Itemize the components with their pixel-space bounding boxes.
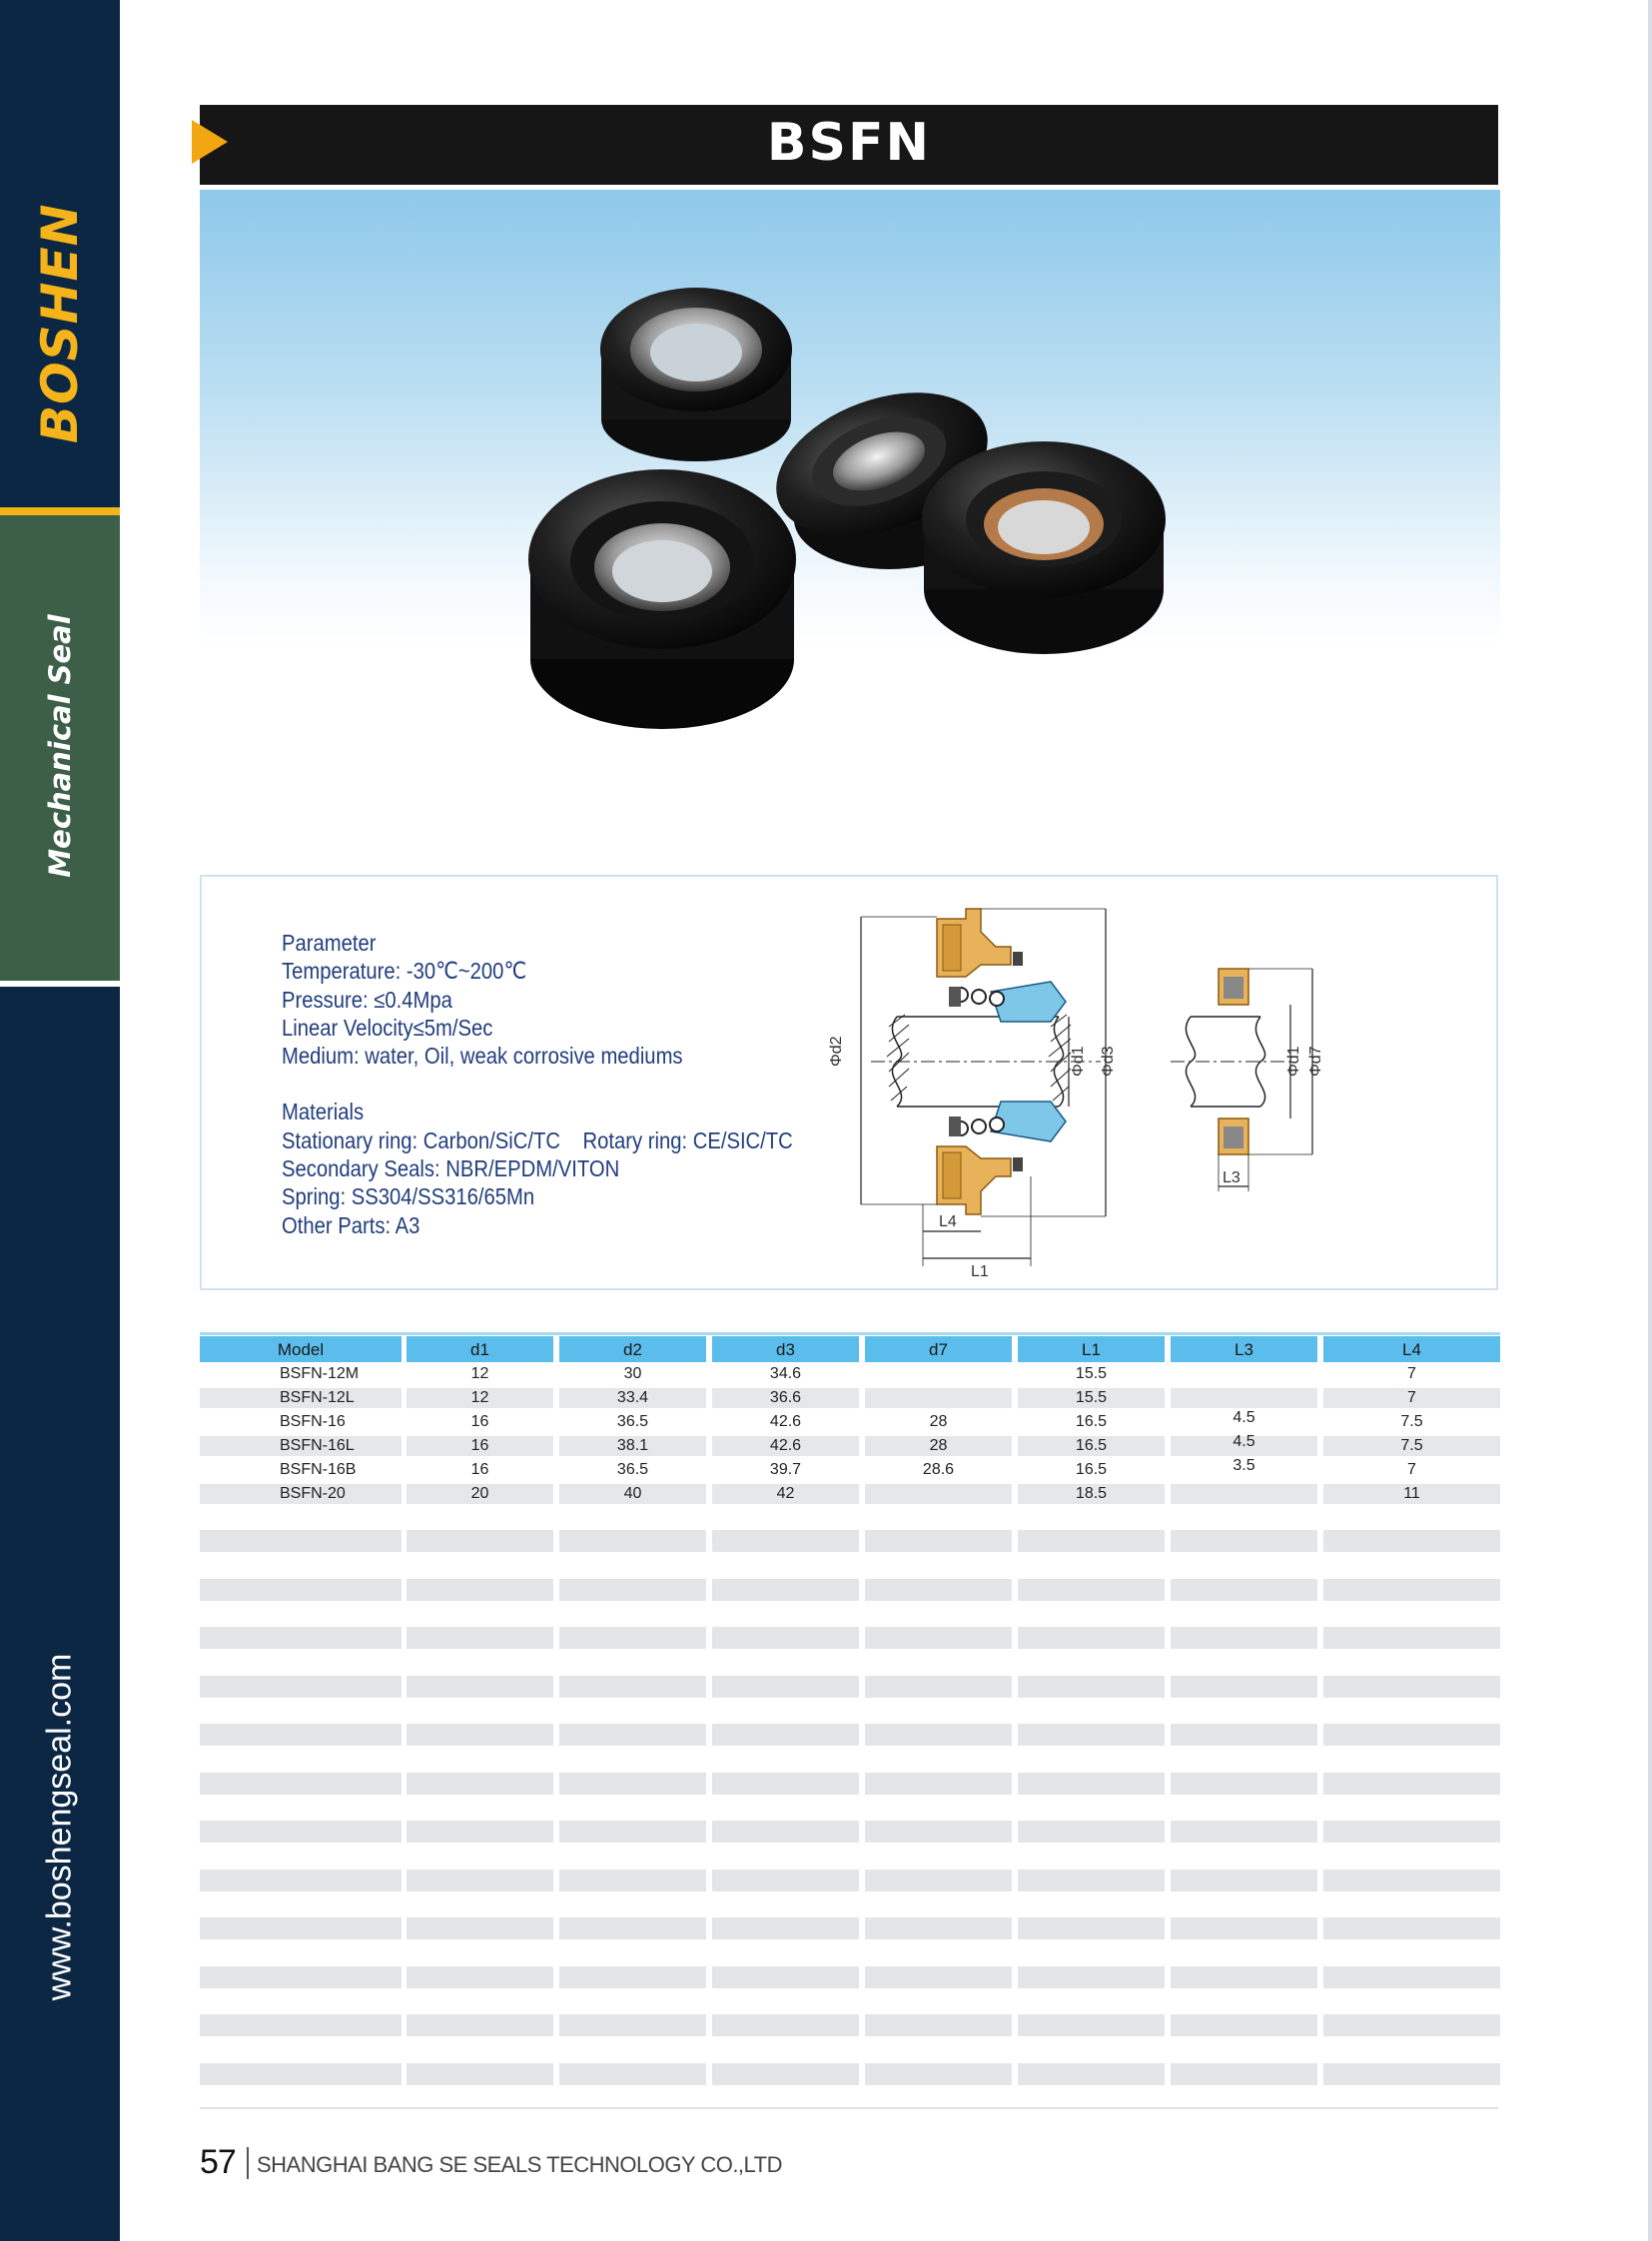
empty-table-row (200, 1724, 1500, 1746)
empty-cell (1018, 1724, 1165, 1746)
empty-cell (407, 2063, 553, 2085)
empty-cell (1323, 2014, 1500, 2036)
empty-cell (865, 1917, 1012, 1939)
empty-cell (559, 1773, 706, 1795)
empty-cell (712, 2063, 859, 2085)
empty-table-row (200, 1869, 1500, 1891)
empty-cell (407, 1724, 553, 1746)
empty-cell (200, 2014, 402, 2036)
arrow-icon (192, 120, 228, 164)
empty-cell (200, 1917, 402, 1939)
empty-cell (407, 1821, 553, 1843)
empty-cell (1018, 1917, 1165, 1939)
empty-cell (1323, 2063, 1500, 2085)
company-name: SHANGHAI BANG SE SEALS TECHNOLOGY CO.,LTD (257, 2152, 782, 2177)
table-cell (865, 1388, 1012, 1408)
brand-logo-text: BOSHEN (31, 203, 89, 443)
table-row (200, 1433, 1500, 1456)
cross-section-drawing (828, 887, 1490, 1280)
table-row (200, 1484, 1500, 1504)
table-cell (1171, 1360, 1317, 1380)
empty-cell (407, 1966, 553, 1988)
table-cell: 16.5 (1075, 1437, 1108, 1454)
spec-box (200, 875, 1498, 1290)
empty-cell (200, 1821, 402, 1843)
empty-cell (407, 1773, 553, 1795)
section-label: Mechanical Seal (43, 614, 77, 878)
table-cell: 16 (470, 1413, 489, 1430)
table-cell: 18.5 (1075, 1485, 1108, 1502)
table-cell: 34.6 (769, 1365, 802, 1382)
empty-cell (1171, 1773, 1317, 1795)
other-parts-material: Other Parts: A3 (282, 1211, 420, 1238)
table-header-cell: d3 (712, 1336, 859, 1362)
empty-cell (712, 1966, 859, 1988)
empty-cell (1018, 1821, 1165, 1843)
empty-cell (1018, 1627, 1165, 1649)
empty-cell (1171, 2014, 1317, 2036)
empty-cell (1323, 1676, 1500, 1698)
table-cell: 16 (470, 1437, 489, 1454)
empty-cell (1018, 1773, 1165, 1795)
empty-table-row (200, 1821, 1500, 1843)
table-cell: BSFN-16 (280, 1413, 346, 1430)
empty-cell (559, 1966, 706, 1988)
seal-4 (528, 469, 796, 729)
empty-cell (1018, 2014, 1165, 2036)
table-row (200, 1409, 1500, 1432)
label-L4: L4 (939, 1213, 957, 1230)
table-cell: 20 (470, 1485, 489, 1502)
table-row (200, 1364, 1500, 1384)
product-title: BSFN (766, 113, 932, 173)
page-number: 57 (200, 2143, 236, 2181)
velocity-value: Linear Velocity≤5m/Sec (282, 1014, 493, 1041)
empty-cell (200, 1869, 402, 1891)
table-cell: 12 (470, 1389, 489, 1406)
empty-cell (712, 1530, 859, 1552)
table-cell: 7.5 (1400, 1437, 1423, 1454)
label-L3: L3 (1223, 1169, 1240, 1186)
table-cell: 42.6 (769, 1413, 802, 1430)
empty-cell (865, 1724, 1012, 1746)
upper-seal-section (937, 909, 1066, 1022)
empty-cell (865, 1773, 1012, 1795)
product-photo (200, 190, 1500, 649)
empty-cell (559, 1724, 706, 1746)
empty-cell (559, 1627, 706, 1649)
table-cell: 15.5 (1075, 1365, 1108, 1382)
empty-cell (712, 1724, 859, 1746)
table-cell: BSFN-12M (280, 1365, 360, 1382)
empty-cell (1323, 1773, 1500, 1795)
temperature-value: Temperature: -30℃~200℃ (282, 958, 527, 985)
label-d3: Φd3 (1100, 1046, 1117, 1077)
spring-material: Spring: SS304/SS316/65Mn (282, 1183, 535, 1210)
empty-cell (865, 2063, 1012, 2085)
empty-table-row (200, 1530, 1500, 1552)
empty-cell (559, 1530, 706, 1552)
table-cell: 28.6 (922, 1461, 955, 1478)
table-cell: 38.1 (616, 1437, 649, 1454)
medium-value: Medium: water, Oil, weak corrosive mediums (282, 1043, 683, 1070)
empty-cell (1018, 1579, 1165, 1601)
empty-cell (407, 1676, 553, 1698)
label-d2: Φd2 (828, 1036, 845, 1067)
label-d7: Φd7 (1307, 1046, 1324, 1077)
empty-cell (712, 1917, 859, 1939)
table-cell: 16.5 (1075, 1413, 1108, 1430)
parameter-heading: Parameter (282, 930, 377, 956)
table-cell: 36.5 (616, 1413, 649, 1430)
empty-cell (559, 1579, 706, 1601)
table-header-cell: L4 (1323, 1336, 1500, 1362)
empty-cell (865, 1869, 1012, 1891)
empty-table-row (200, 2014, 1500, 2036)
empty-cell (200, 1676, 402, 1698)
pressure-value: Pressure: ≤0.4Mpa (282, 986, 452, 1013)
empty-cell (1323, 1869, 1500, 1891)
empty-cell (559, 2063, 706, 2085)
empty-cell (865, 1579, 1012, 1601)
table-cell: 36.5 (616, 1461, 649, 1478)
table-cell: 12 (470, 1365, 489, 1382)
table-cell: BSFN-12L (280, 1389, 355, 1406)
empty-table-row (200, 1773, 1500, 1795)
parameter-text (282, 929, 844, 1239)
empty-cell (865, 1676, 1012, 1698)
empty-table-row (200, 1676, 1500, 1698)
empty-cell (407, 1869, 553, 1891)
band-accent-line (0, 507, 120, 515)
empty-table-row (200, 1579, 1500, 1601)
empty-table-row (200, 2063, 1500, 2085)
table-cell: 4.5 (1233, 1409, 1255, 1426)
empty-cell (200, 1579, 402, 1601)
empty-table-row (200, 1917, 1500, 1939)
table-cell: 30 (623, 1365, 642, 1382)
empty-cell (559, 1869, 706, 1891)
empty-cell (1171, 1917, 1317, 1939)
empty-cell (1171, 1724, 1317, 1746)
footer-divider (200, 2107, 1498, 2109)
table-cell: 42 (776, 1485, 795, 1502)
seal-product-illustration (200, 190, 1500, 749)
table-cell: 36.6 (769, 1389, 802, 1406)
label-d1: Φd1 (1070, 1046, 1087, 1077)
empty-cell (865, 1627, 1012, 1649)
table-header-cell: L3 (1171, 1336, 1317, 1362)
empty-cell (865, 1966, 1012, 1988)
website-url: www.boshengseal.com (40, 1653, 79, 2001)
empty-cell (865, 1530, 1012, 1552)
empty-cell (1171, 1530, 1317, 1552)
empty-cell (1171, 1627, 1317, 1649)
empty-cell (1323, 1530, 1500, 1552)
empty-cell (1323, 1579, 1500, 1601)
table-cell: 16.5 (1075, 1461, 1108, 1478)
table-cell: 7.5 (1400, 1413, 1423, 1430)
table-row (200, 1457, 1500, 1480)
empty-cell (712, 1676, 859, 1698)
table-cell (865, 1484, 1012, 1504)
table-cell (1171, 1480, 1317, 1500)
empty-cell (1171, 1966, 1317, 1988)
empty-cell (1018, 1676, 1165, 1698)
empty-cell (1171, 1821, 1317, 1843)
empty-cell (1018, 1966, 1165, 1988)
table-cell: 33.4 (616, 1389, 649, 1406)
table-cell (865, 1364, 1012, 1384)
secondary-seal-material: Secondary Seals: NBR/EPDM/VITON (282, 1155, 620, 1182)
table-header-rule (200, 1332, 1500, 1335)
page-edge (1648, 0, 1652, 2241)
table-cell: BSFN-20 (280, 1485, 346, 1502)
empty-cell (1323, 1627, 1500, 1649)
empty-cell (1018, 2063, 1165, 2085)
table-header-cell: L1 (1018, 1336, 1165, 1362)
label-d1-ring: Φd1 (1285, 1046, 1302, 1077)
empty-cell (1323, 1724, 1500, 1746)
empty-cell (712, 1773, 859, 1795)
empty-cell (1171, 1676, 1317, 1698)
empty-cell (712, 2014, 859, 2036)
table-cell: BSFN-16B (280, 1461, 357, 1478)
table-header-cell: d1 (407, 1336, 553, 1362)
seal-1 (600, 288, 792, 461)
ring-side-view (1171, 969, 1324, 1191)
materials-heading: Materials (282, 1099, 365, 1125)
empty-cell (407, 1579, 553, 1601)
table-cell (1171, 1384, 1317, 1404)
empty-cell (200, 1966, 402, 1988)
empty-cell (712, 1579, 859, 1601)
table-cell: BSFN-16L (280, 1437, 355, 1454)
empty-cell (200, 1530, 402, 1552)
empty-cell (200, 1724, 402, 1746)
empty-cell (712, 1821, 859, 1843)
empty-cell (865, 2014, 1012, 2036)
table-cell: 15.5 (1075, 1389, 1108, 1406)
table-cell: 42.6 (769, 1437, 802, 1454)
empty-cell (559, 1821, 706, 1843)
lower-seal-section (937, 1102, 1066, 1214)
empty-cell (712, 1869, 859, 1891)
table-cell: 11 (1403, 1485, 1420, 1502)
empty-table-row (200, 1627, 1500, 1649)
empty-cell (559, 1917, 706, 1939)
empty-cell (1171, 2063, 1317, 2085)
empty-cell (200, 1627, 402, 1649)
empty-cell (1018, 1530, 1165, 1552)
table-cell: 28 (929, 1437, 948, 1454)
empty-cell (1323, 1966, 1500, 1988)
seal-3 (922, 441, 1166, 654)
empty-cell (559, 2014, 706, 2036)
empty-cell (200, 2063, 402, 2085)
empty-cell (712, 1627, 859, 1649)
brand-logo (31, 203, 89, 443)
table-header-cell: Model (200, 1336, 402, 1362)
empty-cell (865, 1821, 1012, 1843)
table-cell: 4.5 (1233, 1433, 1255, 1450)
empty-cell (200, 1773, 402, 1795)
empty-cell (407, 2014, 553, 2036)
table-cell: 40 (623, 1485, 642, 1502)
table-cell: 28 (929, 1413, 948, 1430)
empty-cell (1018, 1869, 1165, 1891)
empty-cell (407, 1530, 553, 1552)
empty-cell (1323, 1917, 1500, 1939)
empty-table-row (200, 1966, 1500, 1988)
label-L1: L1 (971, 1263, 989, 1280)
empty-cell (1171, 1579, 1317, 1601)
table-cell: 3.5 (1233, 1457, 1255, 1474)
table-cell: 7 (1407, 1365, 1416, 1382)
table-cell: 39.7 (769, 1461, 802, 1478)
table-cell: 7 (1407, 1389, 1416, 1406)
band-divider (0, 981, 120, 987)
table-row (200, 1388, 1500, 1408)
table-cell: 7 (1407, 1461, 1416, 1478)
footer-separator (247, 2147, 249, 2179)
empty-cell (407, 1627, 553, 1649)
empty-cell (407, 1917, 553, 1939)
empty-cell (1323, 1821, 1500, 1843)
table-header-cell: d2 (559, 1336, 706, 1362)
empty-cell (1171, 1869, 1317, 1891)
table-header-cell: d7 (865, 1336, 1012, 1362)
rings-material: Stationary ring: Carbon/SiC/TC Rotary ring: CE/SIC/TC (282, 1126, 793, 1153)
title-bar (200, 105, 1498, 185)
table-cell: 16 (470, 1461, 489, 1478)
empty-cell (559, 1676, 706, 1698)
